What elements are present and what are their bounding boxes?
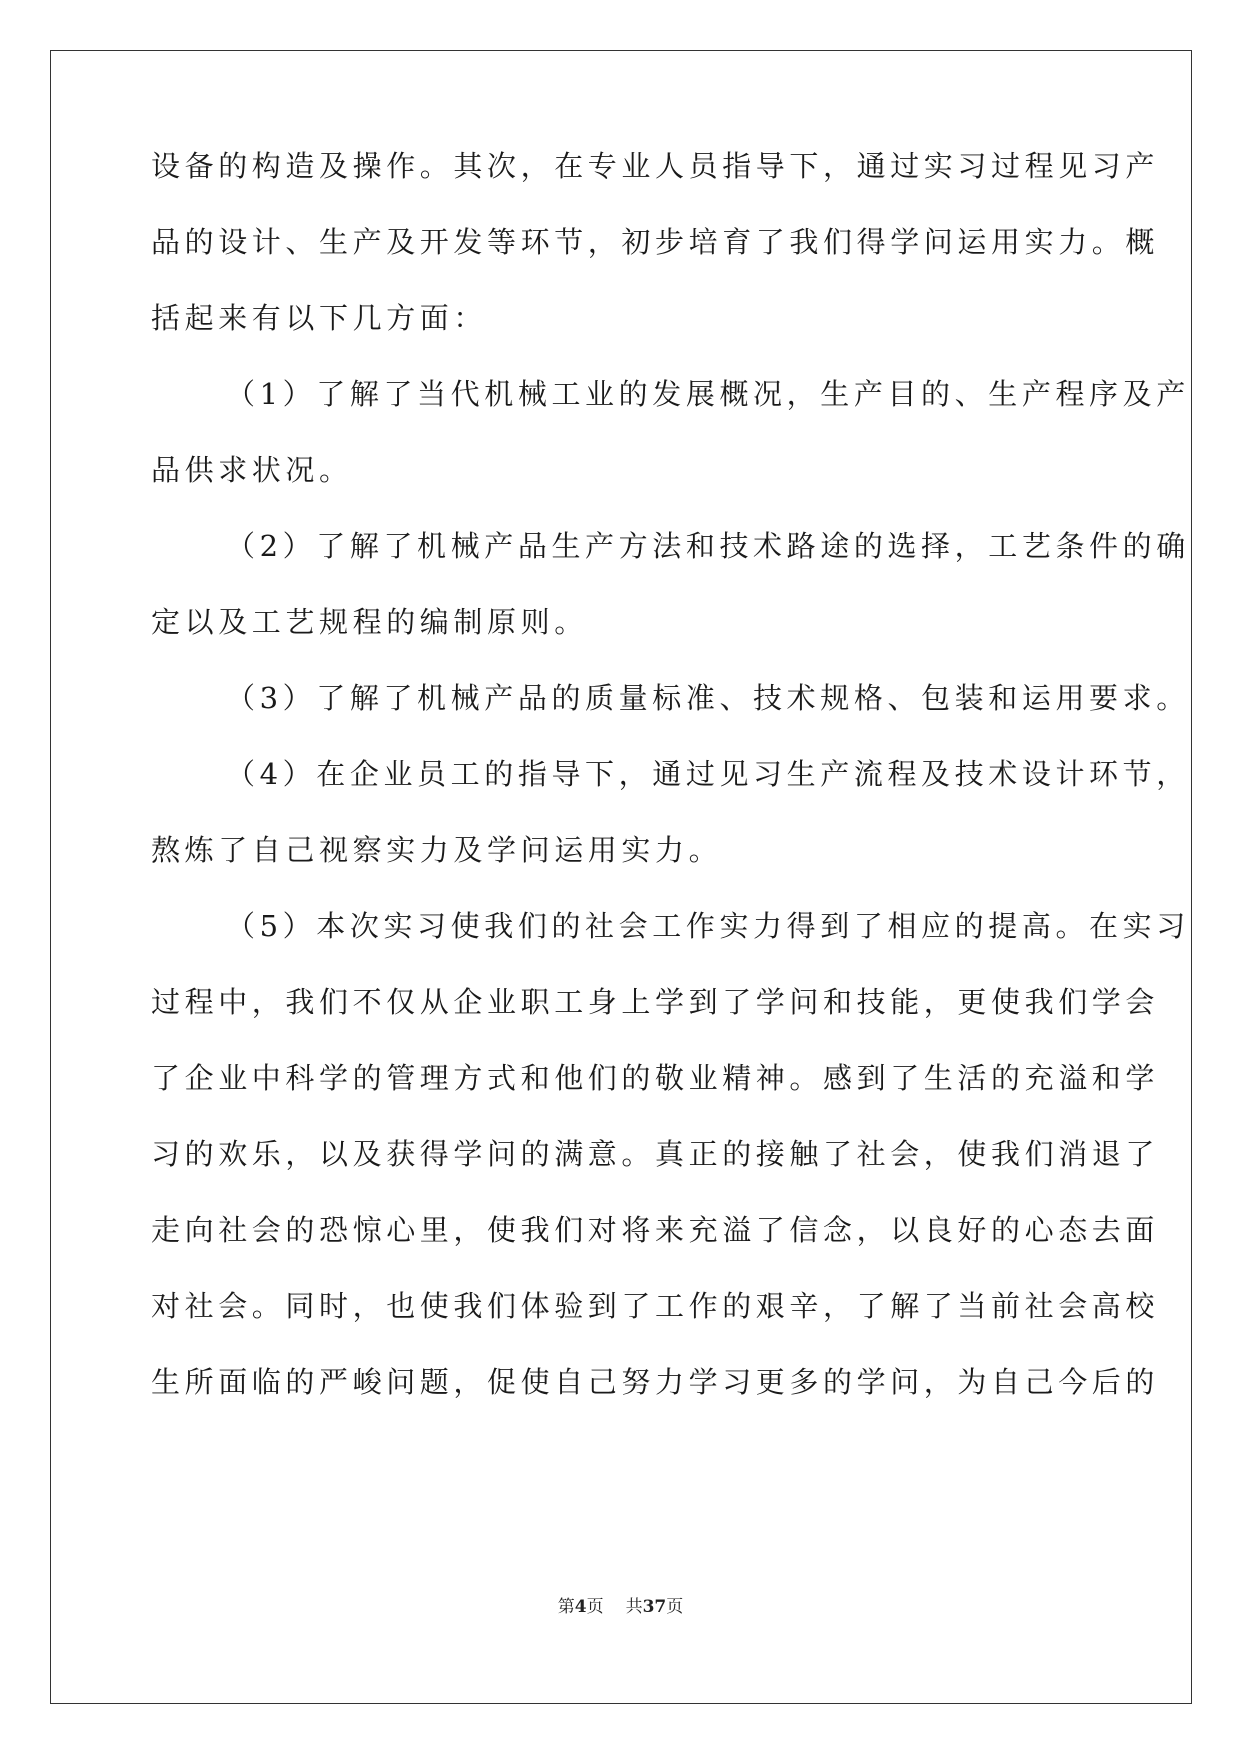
- list-item-1-line-1: （1）了解了当代机械工业的发展概况，生产目的、生产程序及产: [226, 377, 1190, 411]
- list-item-2-line-1: （2）了解了机械产品生产方法和技术路途的选择，工艺条件的确: [226, 529, 1190, 563]
- body-line-1: 设备的构造及操作。其次，在专业人员指导下，通过实习过程见习产: [151, 149, 1160, 183]
- total-suffix: 页: [666, 1597, 684, 1617]
- list-item-2-line-2: 定以及工艺规程的编制原则。: [151, 605, 588, 639]
- total-prefix: 共: [625, 1597, 643, 1617]
- page-suffix: 页: [586, 1597, 604, 1617]
- page-prefix: 第: [557, 1597, 575, 1617]
- list-item-4-line-1: （4）在企业员工的指导下，通过见习生产流程及技术设计环节，: [226, 757, 1190, 791]
- list-item-4-line-2: 熬炼了自己视察实力及学问运用实力。: [151, 833, 723, 867]
- list-item-5-line-4: 习的欢乐，以及获得学问的满意。真正的接触了社会，使我们消退了: [151, 1137, 1160, 1171]
- list-item-5-line-1: （5）本次实习使我们的社会工作实力得到了相应的提高。在实习: [226, 909, 1190, 943]
- list-item-5-line-5: 走向社会的恐惊心里，使我们对将来充溢了信念，以良好的心态去面: [151, 1213, 1160, 1247]
- list-item-5-line-6: 对社会。同时，也使我们体验到了工作的艰辛，了解了当前社会高校: [151, 1289, 1160, 1323]
- list-item-5-line-3: 了企业中科学的管理方式和他们的敬业精神。感到了生活的充溢和学: [151, 1061, 1160, 1095]
- body-line-2: 品的设计、生产及开发等环节，初步培育了我们得学问运用实力。概: [151, 225, 1160, 259]
- list-item-3-line-1: （3）了解了机械产品的质量标准、技术规格、包装和运用要求。: [226, 681, 1190, 715]
- list-item-1-line-2: 品供求状况。: [151, 453, 353, 487]
- list-item-5-line-7: 生所面临的严峻问题，促使自己努力学习更多的学问，为自己今后的: [151, 1365, 1160, 1399]
- list-item-5-line-2: 过程中，我们不仅从企业职工身上学到了学问和技能，更使我们学会: [151, 985, 1160, 1019]
- body-line-3: 括起来有以下几方面：: [151, 301, 488, 335]
- total-pages: 37: [642, 1597, 667, 1617]
- page-footer: [0, 1595, 1241, 1619]
- page-number: 4: [574, 1597, 587, 1617]
